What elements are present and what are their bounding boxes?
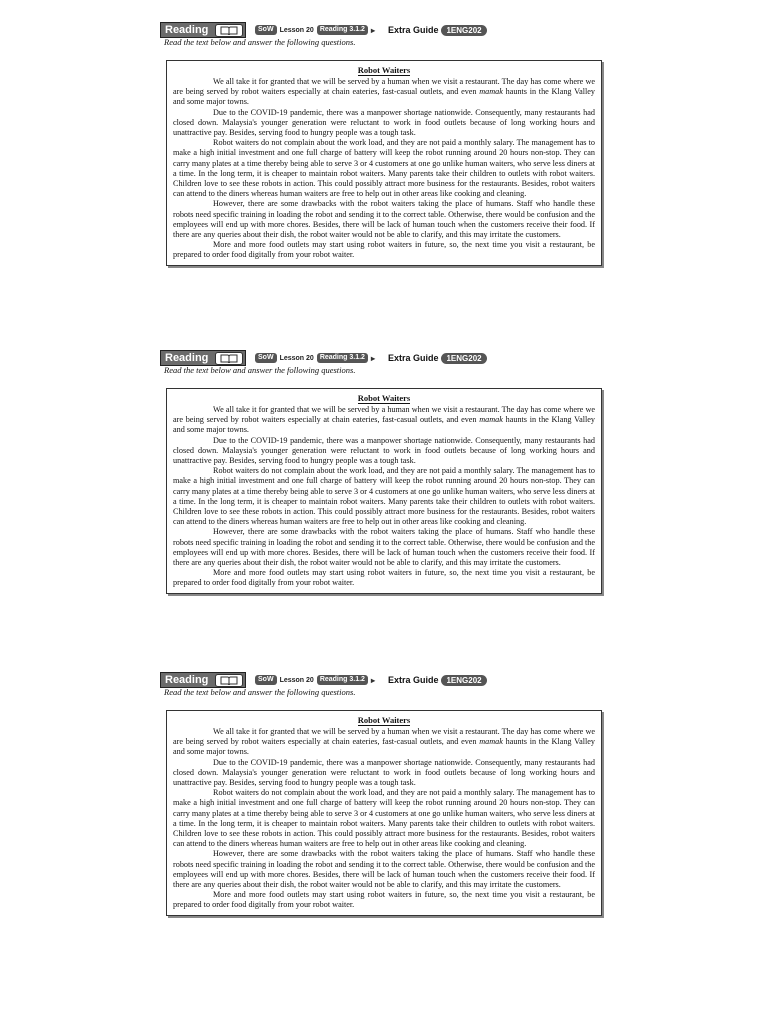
arrow-icon: ▸: [370, 675, 375, 685]
reading-label: Reading: [165, 24, 209, 36]
paragraph-4: However, there are some drawbacks with the robot waiters taking the place of humans. Staff who handle these robots need specific training in loading the robot and sending it to the correct table. Otherwise, there would be confusion and the employees will end up with more chores. Besides, there will be lack of human touch when the customers receive their food. If there are any queries about their dish, the robot waiter would not be able to clarify, and this may irritate the customers.: [173, 527, 595, 568]
book-icon: [215, 24, 243, 37]
paragraph-2: Due to the COVID-19 pandemic, there was a manpower shortage nationwide. Consequently, many restaurants had closed down. Malaysia's younger generation were reluctant to work in food outlets because of long working hours and unattractive pay. Besides, serving food to hungry people was a tough task.: [173, 757, 595, 788]
arrow-icon: ▸: [370, 353, 375, 363]
paragraph-3: Robot waiters do not complain about the work load, and they are not paid a monthly salary. The management has to make a high initial investment and one full charge of battery will keep the robot running around 20 hours non-stop. They can carry many plates at a time thereby being able to serve 3 or 4 customers at one go unlike human waiters, who serve less diners at a time. In the long term, it is cheaper to maintain robot waiters. Many parents take their children to outlets with robot waiters. Children love to see these robots in action. This could possibly attract more business for the restaurants. Besides, robot waiters can attend to the diners whereas human waiters are free to help out in other areas like cooking and cleaning.: [173, 466, 595, 527]
passage-box: [166, 60, 602, 266]
paragraph-1: We all take it for granted that we will be served by a human when we visit a restaurant. The day has come where we are being served by robot waiters especially at chain eateries, fast-casual outlets, and even mamak haunts in the Klang Valley and some major towns.: [173, 77, 595, 107]
reading-tab: [160, 350, 246, 366]
extra-guide-label: Extra Guide: [387, 353, 439, 363]
reading-section-2: [160, 350, 605, 588]
extra-guide-label: Extra Guide: [387, 675, 439, 685]
arrow-icon: ▸: [370, 25, 375, 35]
paragraph-1: We all take it for granted that we will be served by a human when we visit a restaurant. The day has come where we are being served by robot waiters especially at chain eateries, fast-casual outlets, and even mamak haunts in the Klang Valley and some major towns.: [173, 405, 595, 435]
reading-section-3: [160, 672, 605, 910]
book-icon: [215, 352, 243, 365]
sow-badge: SoW: [255, 353, 277, 363]
lesson-codes: [255, 352, 487, 364]
sow-badge: SoW: [255, 675, 277, 685]
passage-title: Robot Waiters: [357, 393, 411, 403]
sow-badge: SoW: [255, 25, 277, 35]
paragraph-5: More and more food outlets may start using robot waiters in future, so, the next time you visit a restaurant, be prepared to order food digitally from your robot waiter.: [173, 568, 595, 588]
paragraph-4: However, there are some drawbacks with the robot waiters taking the place of humans. Staff who handle these robots need specific training in loading the robot and sending it to the correct table. Otherwise, there would be confusion and the employees will end up with more chores. Besides, there will be lack of human touch when the customers receive their food. If there are any queries about their dish, the robot waiter would not be able to clarify, and this may irritate the customers.: [173, 849, 595, 890]
book-icon: [215, 674, 243, 687]
passage-box: [166, 710, 602, 916]
passage-title: Robot Waiters: [357, 715, 411, 725]
instruction-text: Read the text below and answer the following questions.: [164, 365, 356, 375]
reading-section-1: [160, 22, 605, 260]
passage-title: Robot Waiters: [357, 65, 411, 75]
guide-code-badge: 1ENG202: [441, 353, 486, 364]
guide-code-badge: 1ENG202: [441, 25, 486, 36]
paragraph-4: However, there are some drawbacks with the robot waiters taking the place of humans. Staff who handle these robots need specific training in loading the robot and sending it to the correct table. Otherwise, there would be confusion and the employees will end up with more chores. Besides, there will be lack of human touch when the customers receive their food. If there are any queries about their dish, the robot waiter would not be able to clarify, and this may irritate the customers.: [173, 199, 595, 240]
passage-box: [166, 388, 602, 594]
paragraph-2: Due to the COVID-19 pandemic, there was a manpower shortage nationwide. Consequently, many restaurants had closed down. Malaysia's younger generation were reluctant to work in food outlets because of long working hours and unattractive pay. Besides, serving food to hungry people was a tough task.: [173, 435, 595, 466]
extra-guide-label: Extra Guide: [387, 25, 439, 35]
lesson-codes: [255, 24, 487, 36]
instruction-text: Read the text below and answer the following questions.: [164, 37, 356, 47]
reading-skill-badge: Reading 3.1.2: [317, 353, 368, 363]
instruction-text: Read the text below and answer the following questions.: [164, 687, 356, 697]
guide-code-badge: 1ENG202: [441, 675, 486, 686]
paragraph-5: More and more food outlets may start using robot waiters in future, so, the next time you visit a restaurant, be prepared to order food digitally from your robot waiter.: [173, 890, 595, 910]
paragraph-3: Robot waiters do not complain about the work load, and they are not paid a monthly salary. The management has to make a high initial investment and one full charge of battery will keep the robot running around 20 hours non-stop. They can carry many plates at a time thereby being able to serve 3 or 4 customers at one go unlike human waiters, who serve less diners at a time. In the long term, it is cheaper to maintain robot waiters. Many parents take their children to outlets with robot waiters. Children love to see these robots in action. This could possibly attract more business for the restaurants. Besides, robot waiters can attend to the diners whereas human waiters are free to help out in other areas like cooking and cleaning.: [173, 138, 595, 199]
reading-label: Reading: [165, 674, 209, 686]
reading-skill-badge: Reading 3.1.2: [317, 25, 368, 35]
paragraph-2: Due to the COVID-19 pandemic, there was a manpower shortage nationwide. Consequently, many restaurants had closed down. Malaysia's younger generation were reluctant to work in food outlets because of long working hours and unattractive pay. Besides, serving food to hungry people was a tough task.: [173, 107, 595, 138]
paragraph-1: We all take it for granted that we will be served by a human when we visit a restaurant. The day has come where we are being served by robot waiters especially at chain eateries, fast-casual outlets, and even mamak haunts in the Klang Valley and some major towns.: [173, 727, 595, 757]
paragraph-5: More and more food outlets may start using robot waiters in future, so, the next time you visit a restaurant, be prepared to order food digitally from your robot waiter.: [173, 240, 595, 260]
reading-tab: [160, 672, 246, 688]
reading-label: Reading: [165, 352, 209, 364]
lesson-number: Lesson 20: [279, 26, 314, 34]
paragraph-3: Robot waiters do not complain about the work load, and they are not paid a monthly salary. The management has to make a high initial investment and one full charge of battery will keep the robot running around 20 hours non-stop. They can carry many plates at a time thereby being able to serve 3 or 4 customers at one go unlike human waiters, who serve less diners at a time. In the long term, it is cheaper to maintain robot waiters. Many parents take their children to outlets with robot waiters. Children love to see these robots in action. This could possibly attract more business for the restaurants. Besides, robot waiters can attend to the diners whereas human waiters are free to help out in other areas like cooking and cleaning.: [173, 788, 595, 849]
reading-skill-badge: Reading 3.1.2: [317, 675, 368, 685]
lesson-number: Lesson 20: [279, 676, 314, 684]
reading-tab: [160, 22, 246, 38]
lesson-codes: [255, 674, 487, 686]
lesson-number: Lesson 20: [279, 354, 314, 362]
